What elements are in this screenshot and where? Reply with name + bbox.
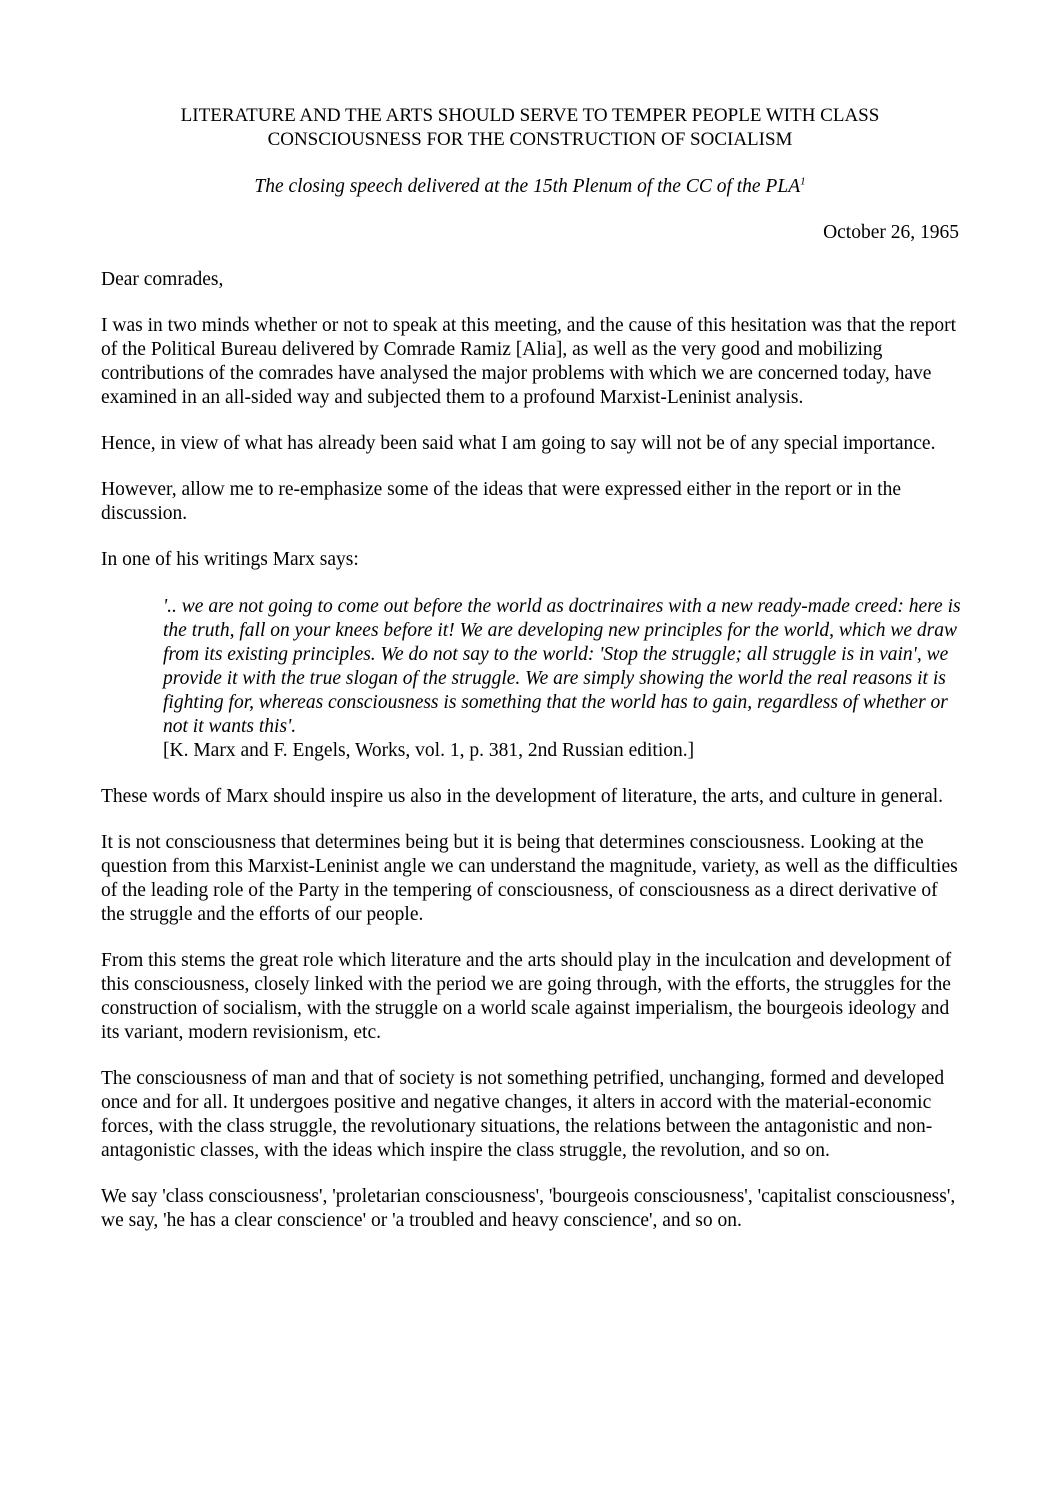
paragraph: These words of Marx should inspire us also in the development of literature, the arts, and culture in general. (101, 786, 944, 807)
speech-date: October 26, 1965 (823, 222, 959, 243)
paragraph: However, allow me to re-emphasize some of the ideas that were expressed either in the report or in the discussion. (101, 479, 902, 524)
paragraph: It is not consciousness that determines being but it is being that determines consciousness. Looking at the question from this Marxist-Leninist angle we can understand the magnitude, variety, as well as the difficulties of the leading role of the Party in the tempering of consciousness, of consciousness as a direct derivative of the struggle and the efforts of our people. (101, 832, 958, 925)
marx-quote (163, 595, 963, 763)
document-page (101, 104, 959, 1233)
quote-text: '.. we are not going to come out before the world as doctrinaires with a new ready-made creed: here is the truth, fall on your knees before it! We are developing new principles for the world, which we draw from its existing principles. We do not say to the world: 'Stop the struggle; all struggle is in vain', we provide it with the true slogan of the struggle. We are simply showing the world the real reasons it is fighting for, whereas consciousness is something that the world has to gain, regardless of whether or not it wants this'. (163, 596, 961, 737)
subtitle-text: The closing speech delivered at the 15th Plenum of the CC of the PLA (254, 176, 801, 197)
footnote-marker[interactable]: 1 (800, 175, 806, 188)
paragraph: From this stems the great role which literature and the arts should play in the inculcation and development of this consciousness, closely linked with the period we are going through, with the efforts, the struggles for the construction of socialism, with the struggle on a world scale against imperialism, the bourgeois ideology and its variant, modern revisionism, etc. (101, 950, 952, 1043)
paragraph: We say 'class consciousness', 'proletarian consciousness', 'bourgeois consciousness', 'capitalist consciousness', we say, 'he has a clear conscience' or 'a troubled and heavy conscience', and so on. (101, 1186, 956, 1231)
salutation: Dear comrades, (101, 269, 224, 290)
paragraph: I was in two minds whether or not to speak at this meeting, and the cause of this hesitation was that the report of the Political Bureau delivered by Comrade Ramiz [Alia], as well as the very good and mobilizing contributions of the comrades have analysed the major problems with which we are concerned today, have examined in an all-sided way and subjected them to a profound Marxist-Leninist analysis. (101, 315, 957, 408)
paragraph: In one of his writings Marx says: (101, 549, 359, 570)
document-title (101, 104, 959, 152)
quote-source: [K. Marx and F. Engels, Works, vol. 1, p. 381, 2nd Russian edition.] (163, 740, 695, 761)
paragraph: Hence, in view of what has already been said what I am going to say will not be of any special importance. (101, 433, 936, 454)
document-subtitle (101, 175, 959, 199)
title-line-1: LITERATURE AND THE ARTS SHOULD SERVE TO TEMPER PEOPLE WITH CLASS (180, 105, 880, 126)
title-line-2: CONSCIOUSNESS FOR THE CONSTRUCTION OF SOCIALISM (267, 129, 793, 150)
paragraph: The consciousness of man and that of society is not something petrified, unchanging, formed and developed once and for all. It undergoes positive and negative changes, it alters in accord with the material-economic forces, with the class struggle, the revolutionary situations, the relations between the antagonistic and non-antagonistic classes, with the ideas which inspire the class struggle, the revolution, and so on. (101, 1068, 945, 1161)
